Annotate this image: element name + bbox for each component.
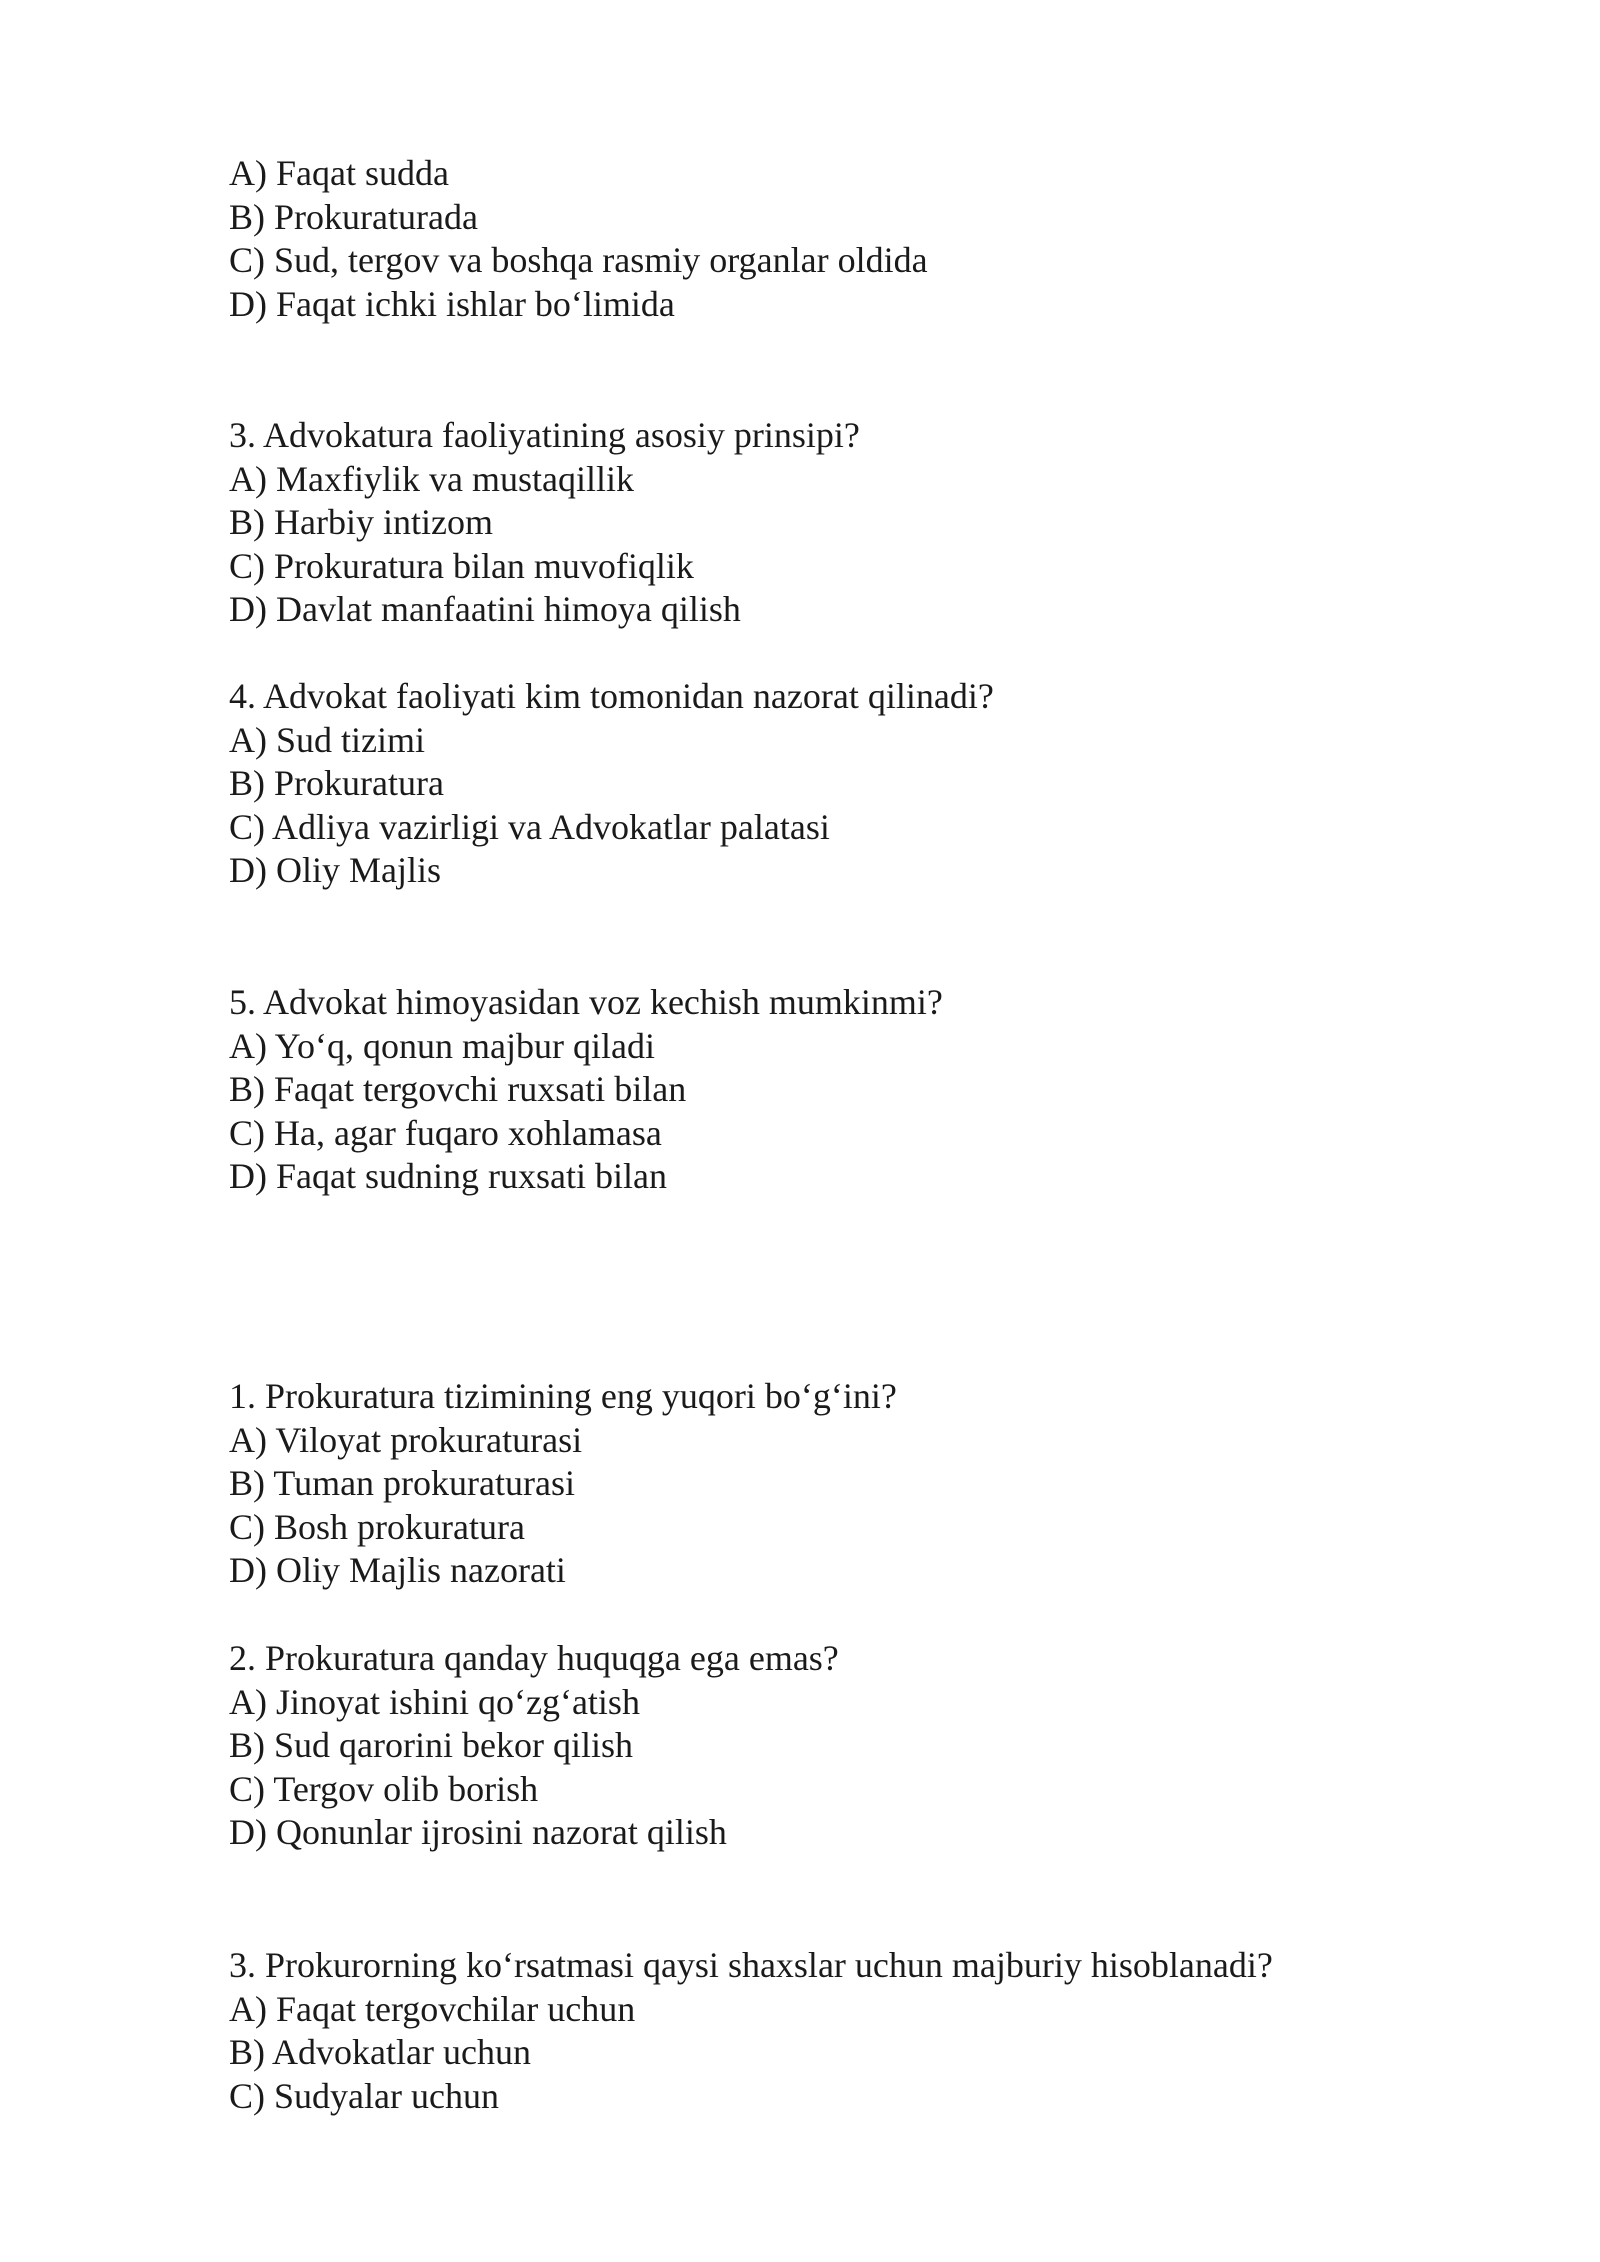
option-d: D) Davlat manfaatini himoya qilish xyxy=(229,589,741,630)
question-block-prokuratura-2 xyxy=(229,1637,839,1855)
option-c: C) Prokuratura bilan muvofiqlik xyxy=(229,545,694,586)
option-c: C) Adliya vazirligi va Advokatlar palatasi xyxy=(229,806,830,847)
option-a: A) Faqat tergovchilar uchun xyxy=(229,1988,636,2029)
option-c: C) Tergov olib borish xyxy=(229,1768,539,1809)
question-text: 1. Prokuratura tizimining eng yuqori bo‘g‘ini? xyxy=(229,1376,897,1416)
option-a: A) Faqat sudda xyxy=(229,153,449,193)
option-c: C) Bosh prokuratura xyxy=(229,1506,525,1547)
option-b: B) Sud qarorini bekor qilish xyxy=(229,1725,633,1766)
option-b: B) Prokuratura xyxy=(229,763,444,804)
option-a: A) Yo‘q, qonun majbur qiladi xyxy=(229,1025,655,1066)
question-block-continued-options xyxy=(229,152,928,326)
option-d: D) Qonunlar ijrosini nazorat qilish xyxy=(229,1812,727,1853)
option-c: C) Ha, agar fuqaro xohlamasa xyxy=(229,1112,662,1153)
option-b: B) Faqat tergovchi ruxsati bilan xyxy=(229,1069,687,1110)
option-d: D) Oliy Majlis xyxy=(229,850,441,891)
question-block-advokatura-5 xyxy=(229,981,943,1199)
option-d: D) Oliy Majlis nazorati xyxy=(229,1550,566,1591)
question-text: 3. Prokurorning ko‘rsatmasi qaysi shaxslar uchun majburiy hisoblanadi? xyxy=(229,1945,1273,1985)
question-text: 4. Advokat faoliyati kim tomonidan nazorat qilinadi? xyxy=(229,676,994,716)
option-b: B) Advokatlar uchun xyxy=(229,2032,531,2073)
option-d: D) Faqat sudning ruxsati bilan xyxy=(229,1156,667,1197)
question-block-advokatura-4 xyxy=(229,675,994,893)
option-c: C) Sud, tergov va boshqa rasmiy organlar oldida xyxy=(229,240,928,281)
question-block-prokuratura-3 xyxy=(229,1944,1273,2118)
option-c: C) Sudyalar uchun xyxy=(229,2075,499,2116)
option-b: B) Prokuraturada xyxy=(229,196,478,237)
question-block-advokatura-3 xyxy=(229,414,860,632)
option-a: A) Jinoyat ishini qo‘zg‘atish xyxy=(229,1681,640,1722)
option-a: A) Maxfiylik va mustaqillik xyxy=(229,458,634,499)
option-d: D) Faqat ichki ishlar bo‘limida xyxy=(229,283,675,324)
option-a: A) Sud tizimi xyxy=(229,719,425,760)
question-text: 3. Advokatura faoliyatining asosiy prinsipi? xyxy=(229,415,860,455)
option-b: B) Tuman prokuraturasi xyxy=(229,1463,575,1504)
question-block-prokuratura-1 xyxy=(229,1375,897,1593)
option-b: B) Harbiy intizom xyxy=(229,502,493,543)
question-text: 5. Advokat himoyasidan voz kechish mumkinmi? xyxy=(229,982,943,1022)
question-text: 2. Prokuratura qanday huquqga ega emas? xyxy=(229,1638,839,1678)
option-a: A) Viloyat prokuraturasi xyxy=(229,1419,583,1460)
